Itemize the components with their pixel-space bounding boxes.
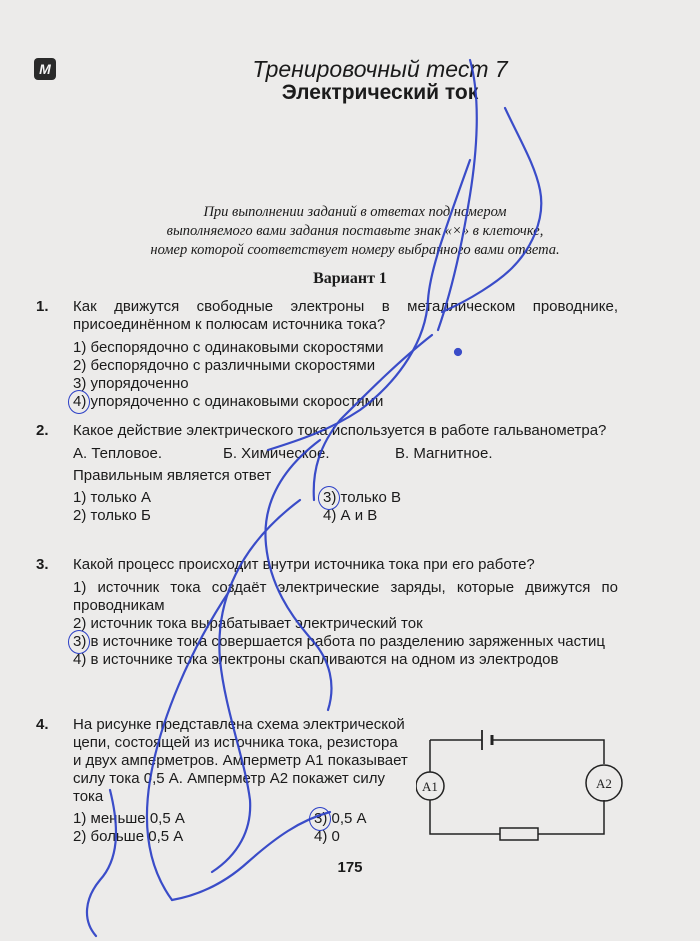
option-3[interactable]: 3) 0,5 А bbox=[314, 810, 367, 827]
circuit-wire-bottom bbox=[430, 740, 604, 834]
question-4 bbox=[36, 716, 410, 811]
choice-a: А. Тепловое. bbox=[73, 445, 163, 462]
instructions bbox=[120, 203, 590, 260]
option-4[interactable]: 4) в источнике тока электроны скапливаются на одном из электродов bbox=[73, 651, 559, 668]
question-number: 2. bbox=[36, 422, 49, 439]
circled-answer-mark: 3) bbox=[314, 810, 328, 827]
variant-title: Вариант 1 bbox=[313, 270, 387, 287]
option-4[interactable]: 4) 0 bbox=[314, 828, 340, 845]
question-number: 4. bbox=[36, 716, 49, 733]
page-number: 175 bbox=[337, 859, 363, 876]
choice-v: В. Магнитное. bbox=[395, 445, 493, 462]
question-text: Какой процесс происходит внутри источника тока при его работе? bbox=[73, 556, 535, 573]
choice-b: Б. Химическое. bbox=[223, 445, 330, 462]
circled-answer-mark: 4) bbox=[73, 393, 87, 410]
option-1[interactable]: 1) меньше 0,5 А bbox=[73, 810, 185, 827]
option-2[interactable]: 2) больше 0,5 А bbox=[73, 828, 184, 845]
ammeter-a1-label: A1 bbox=[422, 779, 438, 794]
question-2 bbox=[36, 422, 618, 525]
question-text: На рисунке представлена схема электрической цепи, состоящей из источника тока, резистора и двух амперметров. Амперметр А1 показывает силу тока 0,5 А. Амперметр А2 покажет силу тока bbox=[73, 716, 408, 805]
instructions-line: При выполнении заданий в ответах под номером bbox=[203, 204, 507, 220]
question-1 bbox=[36, 298, 618, 411]
option-4[interactable]: 4) А и В bbox=[323, 507, 378, 524]
option-1[interactable]: 1) источник тока создаёт электрические заряды, которые движутся по проводникам bbox=[73, 579, 619, 614]
circuit-wire-top bbox=[430, 740, 604, 764]
question-number: 1. bbox=[36, 298, 49, 315]
option-2[interactable]: 2) только Б bbox=[73, 507, 151, 524]
choice-list bbox=[73, 445, 618, 463]
question-3 bbox=[36, 556, 618, 669]
answer-prompt: Правильным является ответ bbox=[73, 467, 272, 484]
instructions-line: выполняемого вами задания поставьте знак «×» в клеточке, bbox=[166, 223, 544, 239]
ammeter-a2-label: A2 bbox=[596, 776, 612, 791]
option-1[interactable]: 1) беспорядочно с одинаковыми скоростями bbox=[73, 339, 384, 356]
resistor-symbol bbox=[500, 828, 538, 840]
question-text: Какое действие электрического тока используется в работе гальванометра? bbox=[73, 422, 607, 439]
option-2[interactable]: 2) источник тока вырабатывает электрический ток bbox=[73, 615, 423, 632]
test-subtitle: Электрический ток bbox=[281, 81, 479, 104]
option-3[interactable]: 3) только В bbox=[323, 489, 402, 506]
test-title: Тренировочный тест 7 bbox=[252, 56, 508, 82]
question-text: Как движутся свободные электроны в металлическом проводнике, присоединённом к полюсам источника тока? bbox=[73, 298, 618, 333]
circled-answer-mark: 3) bbox=[323, 489, 337, 506]
option-2[interactable]: 2) беспорядочно с различными скоростями bbox=[73, 357, 376, 374]
option-3[interactable]: 3) упорядоченно bbox=[73, 375, 189, 392]
instructions-line: номер которой соответствует номеру выбранного вами ответа. bbox=[150, 242, 560, 258]
circuit-diagram bbox=[416, 726, 638, 846]
circled-answer-mark: 3) bbox=[73, 633, 87, 650]
publisher-logo: М bbox=[34, 58, 56, 80]
option-1[interactable]: 1) только А bbox=[73, 489, 152, 506]
option-3[interactable]: 3) в источнике тока совершается работа по разделению заряженных частиц bbox=[73, 633, 605, 650]
option-4[interactable]: 4) упорядоченно с одинаковыми скоростями bbox=[73, 393, 384, 410]
question-number: 3. bbox=[36, 556, 49, 573]
